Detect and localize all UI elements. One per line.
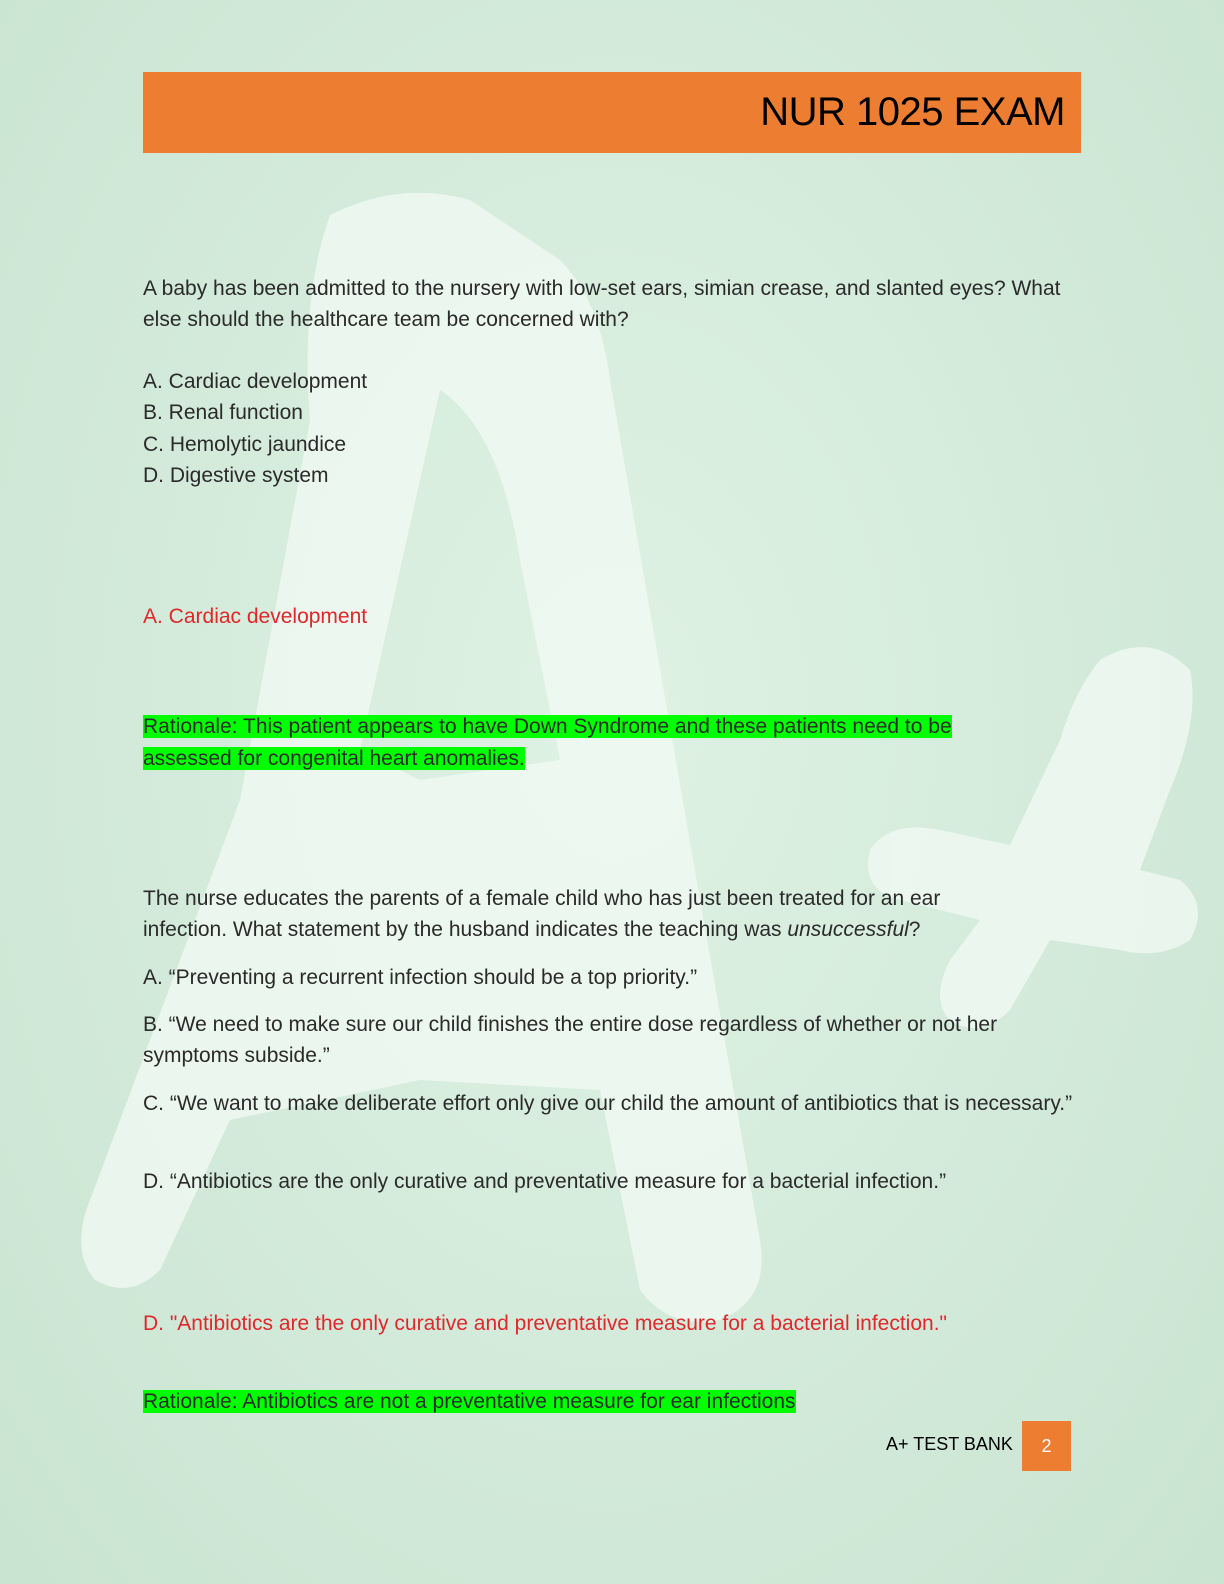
page-number-box [1022, 1421, 1071, 1471]
question-2-prompt-end: ? [908, 918, 921, 941]
question-1-option-b: B. Renal function [143, 401, 303, 424]
question-1-option-c: C. Hemolytic jaundice [143, 433, 347, 456]
question-2-rationale [143, 1386, 1043, 1418]
question-1-prompt: A baby has been admitted to the nursery with low-set ears, simian crease, and slanted eyes? What else should the healthcare team be concerned with? [143, 277, 1061, 331]
question-2-option-d: D. “Antibiotics are the only curative and preventative measure for a bacterial infection.” [143, 1170, 947, 1193]
footer-label: A+ TEST BANK [886, 1434, 1013, 1454]
question-1-answer: A. Cardiac development [143, 605, 368, 628]
header-bar [143, 72, 1081, 153]
question-2-option-a: A. “Preventing a recurrent infection should be a top priority.” [143, 966, 698, 989]
question-2-option-b: B. “We need to make sure our child finishes the entire dose regardless of whether or not her symptoms subside.” [143, 1013, 998, 1067]
question-2-answer: D. "Antibiotics are the only curative and preventative measure for a bacterial infection." [143, 1312, 947, 1335]
question-1-option-a: A. Cardiac development [143, 370, 368, 393]
question-1-option-d: D. Digestive system [143, 464, 329, 487]
question-2-option-c: C. “We want to make deliberate effort only give our child the amount of antibiotics that is necessary.” [143, 1092, 1073, 1115]
question-2-prompt [143, 883, 1023, 945]
question-2-prompt-text: The nurse educates the parents of a female child who has just been treated for an ear infection. What statement by the husband indicates the teaching was [143, 887, 941, 941]
question-2-prompt-emphasis: unsuccessful [787, 918, 909, 941]
page-title: NUR 1025 EXAM [760, 90, 1065, 134]
question-2-rationale-text: Rationale: Antibiotics are not a preventative measure for ear infections [143, 1390, 796, 1413]
question-1-rationale [143, 711, 1043, 775]
page-number: 2 [1041, 1435, 1052, 1456]
question-1-rationale-text: Rationale: This patient appears to have Down Syndrome and these patients need to be assessed for congenital heart anomalies. [143, 715, 952, 770]
